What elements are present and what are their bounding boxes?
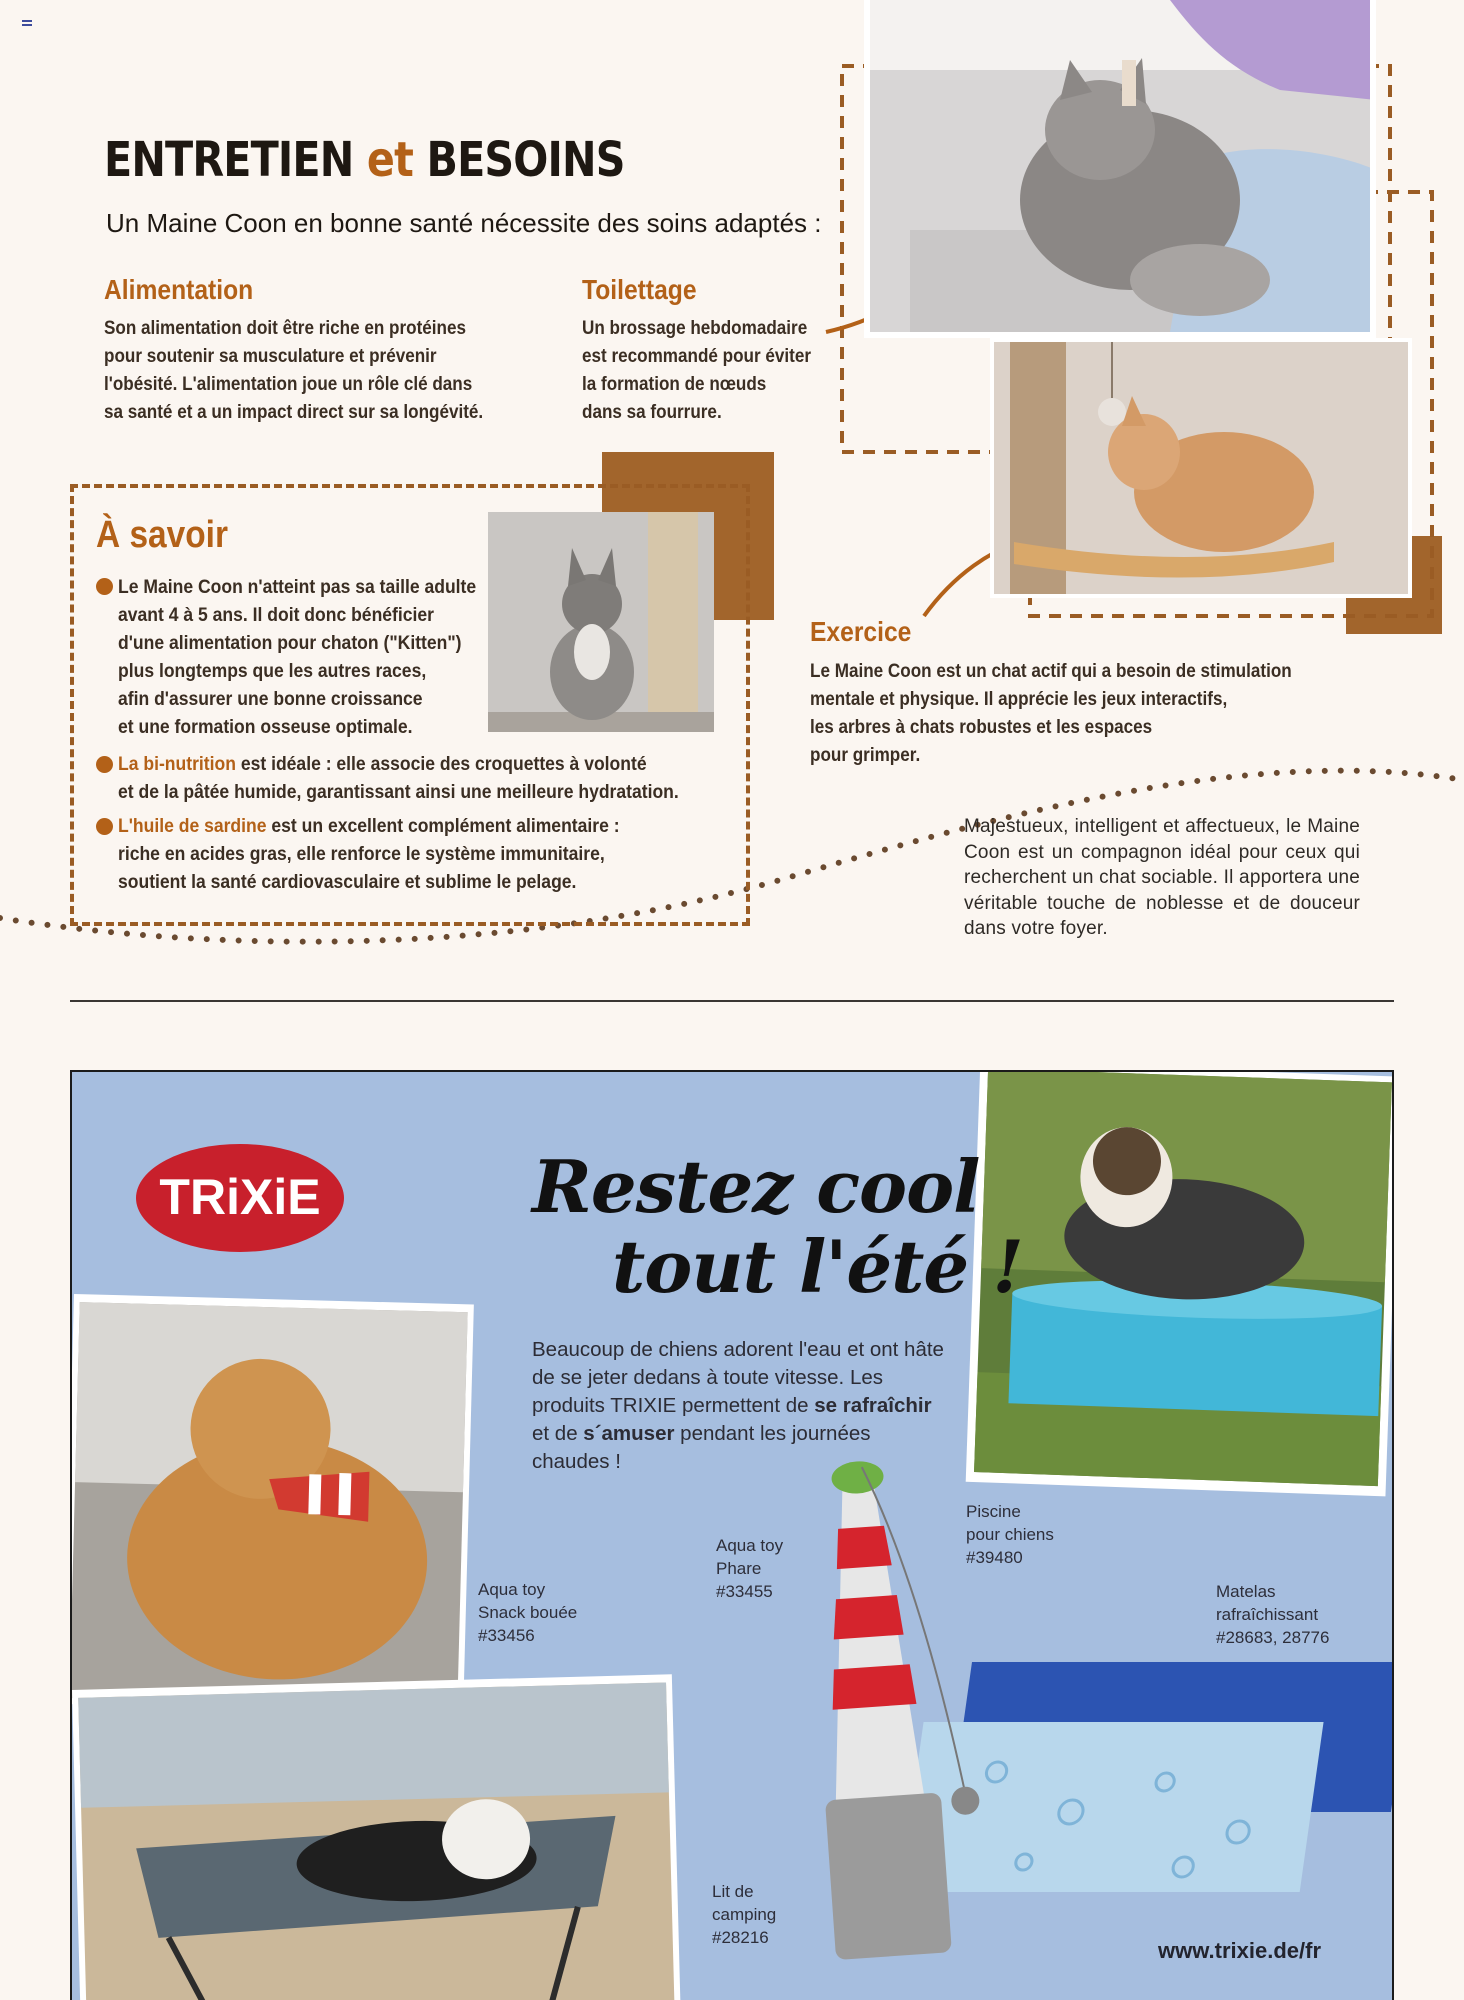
text-line: est recommandé pour éviter xyxy=(582,346,812,367)
text-line: pour grimper. xyxy=(810,745,921,766)
bold-fun: s´amuser xyxy=(583,1422,675,1445)
text-line: riche en acides gras, elle renforce le système immunitaire, xyxy=(118,843,605,865)
product-ref: #33455 xyxy=(716,1582,773,1601)
divider xyxy=(70,1000,1394,1002)
text-line: Un brossage hebdomadaire xyxy=(582,318,808,339)
savoir-bullet-2 xyxy=(118,750,679,806)
product-label-piscine xyxy=(966,1500,1054,1569)
text-span: Beaucoup de chiens adorent l'eau et ont hâte de se jeter dedans à toute vitesse. Les produits TRIXIE permettent de xyxy=(532,1338,944,1417)
text-line: pour soutenir sa musculature et prévenir xyxy=(104,346,437,367)
heading-exercice: Exercice xyxy=(810,616,912,647)
product-ref: #39480 xyxy=(966,1548,1023,1567)
trixie-brand: TRiXiE xyxy=(159,1169,321,1225)
heading-savoir: À savoir xyxy=(96,514,228,556)
text-line: les arbres à chats robustes et les espaces xyxy=(810,717,1153,738)
text-span: pendant les journées chaudes ! xyxy=(532,1422,871,1473)
text-line: avant 4 à 5 ans. Il doit donc bénéficier xyxy=(118,604,434,626)
page-title xyxy=(104,132,625,188)
title-part2: BESOINS xyxy=(426,132,625,188)
intro-paragraph: Majestueux, intelligent et affectueux, le Maine Coon est un compagnon idéal pour ceux qui recherchent un chat sociable. Il apportera une véritable touche de noblesse et de douceur dans votre foyer. xyxy=(964,816,1360,939)
product-name: Lit de xyxy=(712,1882,754,1901)
bullet-icon xyxy=(96,578,113,595)
product-ref: #28683, 28776 xyxy=(1216,1628,1330,1647)
product-name: Aqua toy xyxy=(716,1536,784,1555)
text-span: est idéale : elle associe des croquettes à volonté xyxy=(235,753,647,775)
product-name: Phare xyxy=(716,1559,762,1578)
text-span: est un excellent complément alimentaire : xyxy=(266,815,620,837)
text-span: et de xyxy=(532,1422,584,1445)
savoir-bullet-3 xyxy=(118,812,620,896)
product-name: Aqua toy xyxy=(478,1580,546,1599)
product-label-matelas xyxy=(1216,1580,1329,1649)
slogan-line-2: tout l'été ! xyxy=(612,1224,1023,1309)
title-accent: et xyxy=(366,132,413,188)
ad-body xyxy=(532,1336,952,1476)
text-line: soutient la santé cardiovasculaire et sublime le pelage. xyxy=(118,871,577,893)
highlight-binutrition: La bi-nutrition xyxy=(118,753,236,775)
text-toilettage xyxy=(582,315,811,427)
text-line: Le Maine Coon n'atteint pas sa taille adulte xyxy=(118,576,477,598)
trixie-url-link[interactable]: www.trixie.de/fr xyxy=(1158,1938,1322,1963)
product-label-lit-camping xyxy=(712,1880,776,1949)
text-line: l'obésité. L'alimentation joue un rôle clé dans xyxy=(104,374,473,395)
highlight-sardine: L'huile de sardine xyxy=(118,815,267,837)
product-name: pour chiens xyxy=(966,1525,1054,1544)
text-line: et de la pâtée humide, garantissant ainsi une meilleure hydratation. xyxy=(118,781,679,803)
product-label-snack-bouee xyxy=(478,1578,577,1647)
text-line: mentale et physique. Il apprécie les jeux interactifs, xyxy=(810,689,1228,710)
text-line: et une formation osseuse optimale. xyxy=(118,716,413,738)
heading-toilettage: Toilettage xyxy=(582,274,697,305)
page-subtitle: Un Maine Coon en bonne santé nécessite des soins adaptés : xyxy=(106,208,822,238)
text-line: Son alimentation doit être riche en protéines xyxy=(104,318,467,339)
text-line: plus longtemps que les autres races, xyxy=(118,660,427,682)
title-part1: ENTRETIEN xyxy=(104,132,354,188)
bold-refresh: se rafraîchir xyxy=(814,1394,932,1417)
text-line: d'une alimentation pour chaton ("Kitten") xyxy=(118,632,462,654)
product-name: rafraîchissant xyxy=(1216,1605,1319,1624)
savoir-bullet-1 xyxy=(118,573,476,741)
product-ref: #33456 xyxy=(478,1626,535,1645)
text-line: la formation de nœuds xyxy=(582,374,767,395)
slogan-line-1: Restez cool xyxy=(532,1144,980,1229)
text-line: afin d'assurer une bonne croissance xyxy=(118,688,423,710)
text-exercice xyxy=(810,658,1292,770)
product-name: camping xyxy=(712,1905,777,1924)
trixie-logo xyxy=(132,1140,348,1256)
photo-cat-playing xyxy=(990,338,1412,598)
text-line: dans sa fourrure. xyxy=(582,402,722,423)
bullet-icon xyxy=(96,756,113,773)
text-line: sa santé et a un impact direct sur sa longévité. xyxy=(104,402,484,423)
product-name: Matelas xyxy=(1216,1582,1276,1601)
photo-cat-brushing xyxy=(864,0,1376,338)
product-ref: #28216 xyxy=(712,1928,769,1947)
trixie-ad xyxy=(70,1070,1394,2000)
menu-icon[interactable] xyxy=(22,20,32,29)
product-label-phare xyxy=(716,1534,783,1603)
heading-alimentation: Alimentation xyxy=(104,274,254,305)
bullet-icon xyxy=(96,818,113,835)
product-name: Piscine xyxy=(966,1502,1021,1521)
text-alimentation xyxy=(104,315,483,427)
text-line: Le Maine Coon est un chat actif qui a besoin de stimulation xyxy=(810,661,1292,682)
product-name: Snack bouée xyxy=(478,1603,578,1622)
